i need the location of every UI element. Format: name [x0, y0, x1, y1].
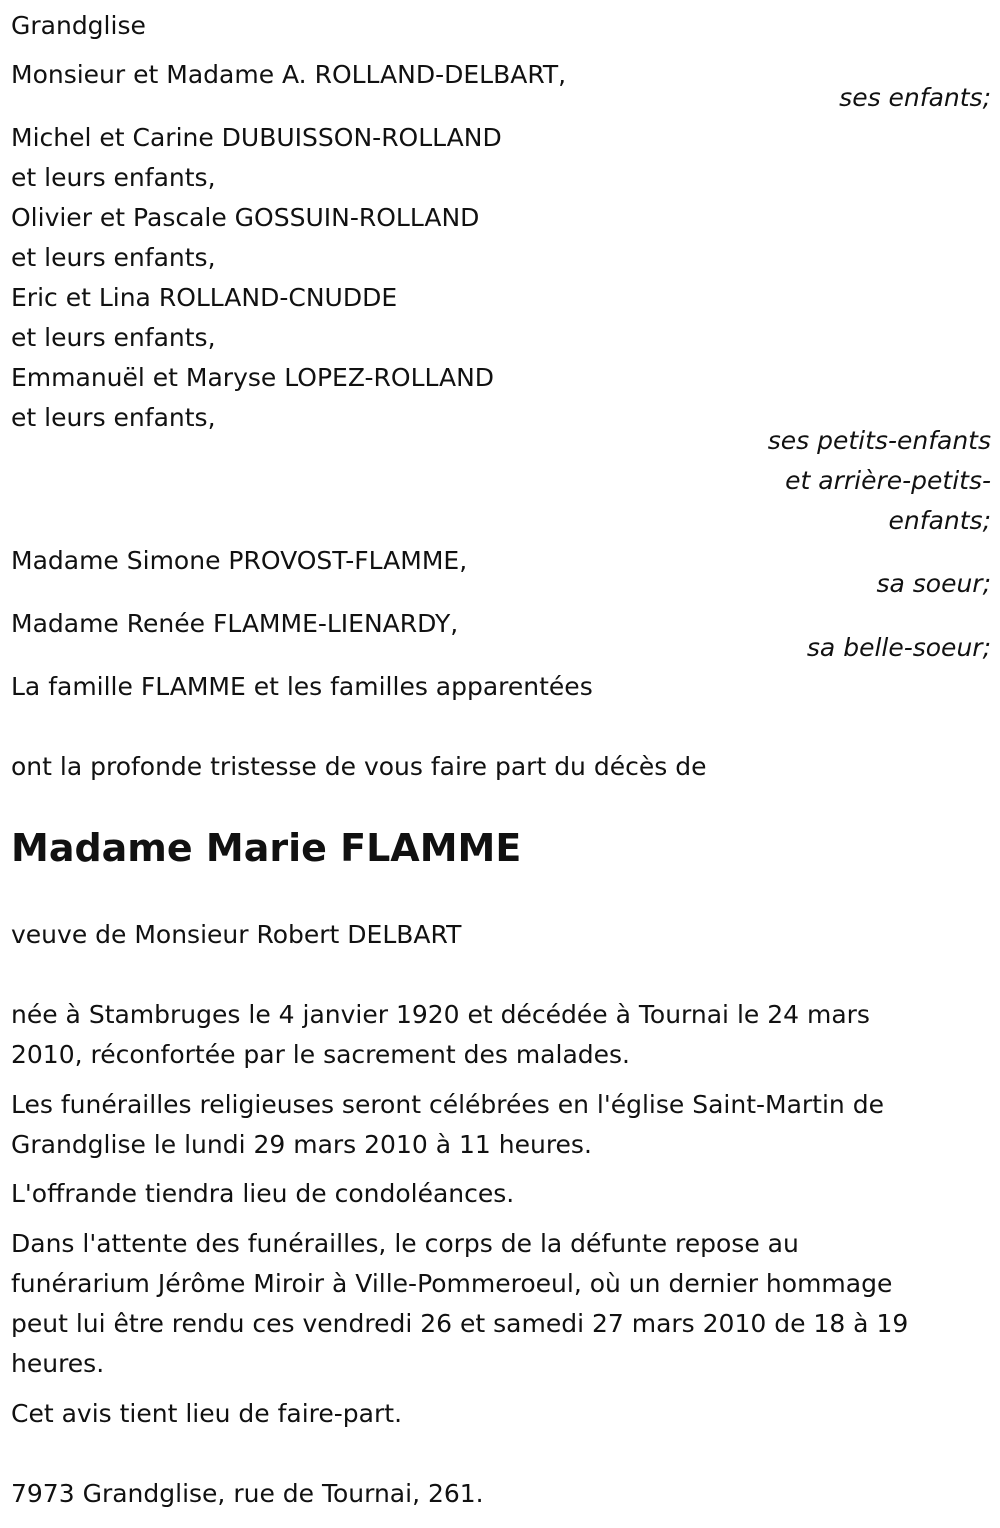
address: 7973 Grandglise, rue de Tournai, 261.: [11, 1479, 484, 1508]
viewing-line-4: heures.: [11, 1349, 105, 1378]
announcement-text: ont la profonde tristesse de vous faire part du décès de: [11, 752, 707, 781]
grandchildren-role-line-3: enfants;: [888, 506, 991, 535]
funeral-service-line-1: Les funérailles religieuses seront célébrées en l'église Saint-Martin de: [11, 1090, 884, 1119]
widow-of: veuve de Monsieur Robert DELBART: [11, 920, 462, 949]
birth-death-line-1: née à Stambruges le 4 janvier 1920 et décédée à Tournai le 24 mars: [11, 1000, 870, 1029]
grandchildren-line-7: Emmanuël et Maryse LOPEZ-ROLLAND: [11, 363, 495, 392]
grandchildren-line-6: et leurs enfants,: [11, 323, 216, 352]
grandchildren-role-line-1: ses petits-enfants: [767, 426, 991, 455]
grandchildren-line-1: Michel et Carine DUBUISSON-ROLLAND: [11, 123, 502, 152]
grandchildren-role-line-2: et arrière-petits-: [785, 466, 991, 495]
viewing-line-2: funérarium Jérôme Miroir à Ville-Pommeroeul, où un dernier hommage: [11, 1269, 893, 1298]
extended-family: La famille FLAMME et les familles apparentées: [11, 672, 593, 701]
grandchildren-line-2: et leurs enfants,: [11, 163, 216, 192]
deceased-name: Madame Marie FLAMME: [11, 826, 522, 870]
grandchildren-line-4: et leurs enfants,: [11, 243, 216, 272]
viewing-line-3: peut lui être rendu ces vendredi 26 et samedi 27 mars 2010 de 18 à 19: [11, 1309, 909, 1338]
children-role: ses enfants;: [839, 83, 991, 112]
sister-in-law-name: Madame Renée FLAMME-LIENARDY,: [11, 609, 459, 638]
offering-note: L'offrande tiendra lieu de condoléances.: [11, 1179, 515, 1208]
children-names: Monsieur et Madame A. ROLLAND-DELBART,: [11, 60, 567, 89]
locality-heading: Grandglise: [11, 11, 146, 40]
grandchildren-line-5: Eric et Lina ROLLAND-CNUDDE: [11, 283, 398, 312]
grandchildren-line-8: et leurs enfants,: [11, 403, 216, 432]
obituary-notice: [11, 0, 991, 1528]
birth-death-line-2: 2010, réconfortée par le sacrement des malades.: [11, 1040, 630, 1069]
sister-name: Madame Simone PROVOST-FLAMME,: [11, 546, 468, 575]
sister-in-law-role: sa belle-soeur;: [806, 633, 991, 662]
funeral-service-line-2: Grandglise le lundi 29 mars 2010 à 11 heures.: [11, 1130, 592, 1159]
notice-text: Cet avis tient lieu de faire-part.: [11, 1399, 403, 1428]
grandchildren-line-3: Olivier et Pascale GOSSUIN-ROLLAND: [11, 203, 480, 232]
viewing-line-1: Dans l'attente des funérailles, le corps de la défunte repose au: [11, 1229, 799, 1258]
sister-role: sa soeur;: [876, 569, 991, 598]
